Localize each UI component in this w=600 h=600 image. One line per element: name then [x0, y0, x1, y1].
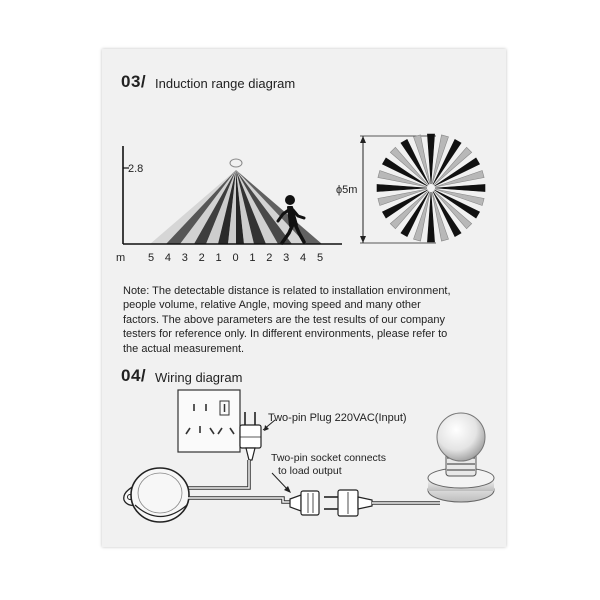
section-04-number: 04/ — [121, 366, 147, 385]
light-bulb-icon — [428, 413, 494, 502]
section-03-title: Induction range diagram — [155, 76, 296, 91]
load-plug-icon — [324, 490, 372, 516]
input-cable — [188, 460, 249, 488]
note-line: the actual measurement. — [123, 342, 245, 355]
distance-tick-label: 2 — [266, 252, 273, 264]
note-line: people volume, relative Angle, moving speed and many other — [123, 299, 421, 312]
distance-tick-label: 2 — [198, 252, 205, 264]
two-pin-plug-icon — [240, 412, 261, 460]
distance-tick-label: 5 — [316, 252, 324, 264]
note-line: testers for reference only. In different environments, please refer to — [123, 328, 448, 341]
socket-label-line2: to load output — [278, 465, 342, 477]
two-pin-socket-icon — [290, 491, 319, 515]
distance-tick-label: 0 — [232, 252, 239, 264]
height-label: 2.8 — [128, 163, 144, 175]
distance-tick-label: 1 — [215, 252, 222, 264]
axis-unit: m — [116, 252, 126, 264]
plug-label: Two-pin Plug 220VAC(Input) — [268, 412, 407, 424]
section-03-number: 03/ — [121, 72, 147, 91]
pir-sensor-icon — [124, 468, 189, 522]
distance-tick-label: 4 — [164, 252, 171, 264]
note-line: Note: The detectable distance is related to installation environment, — [123, 285, 451, 297]
diameter-label: ϕ5m — [336, 184, 358, 196]
distance-tick-label: 5 — [147, 252, 155, 264]
socket-label-line1: Two-pin socket connects — [271, 452, 386, 464]
wall-socket-icon — [178, 390, 240, 452]
distance-tick-label: 1 — [249, 252, 256, 264]
distance-tick-label: 3 — [181, 252, 188, 264]
section-04-title: Wiring diagram — [155, 370, 243, 385]
distance-tick-label: 3 — [283, 252, 290, 264]
distance-tick-label: 4 — [300, 252, 307, 264]
note-line: factors. The above parameters are the test results of our company — [123, 313, 446, 326]
